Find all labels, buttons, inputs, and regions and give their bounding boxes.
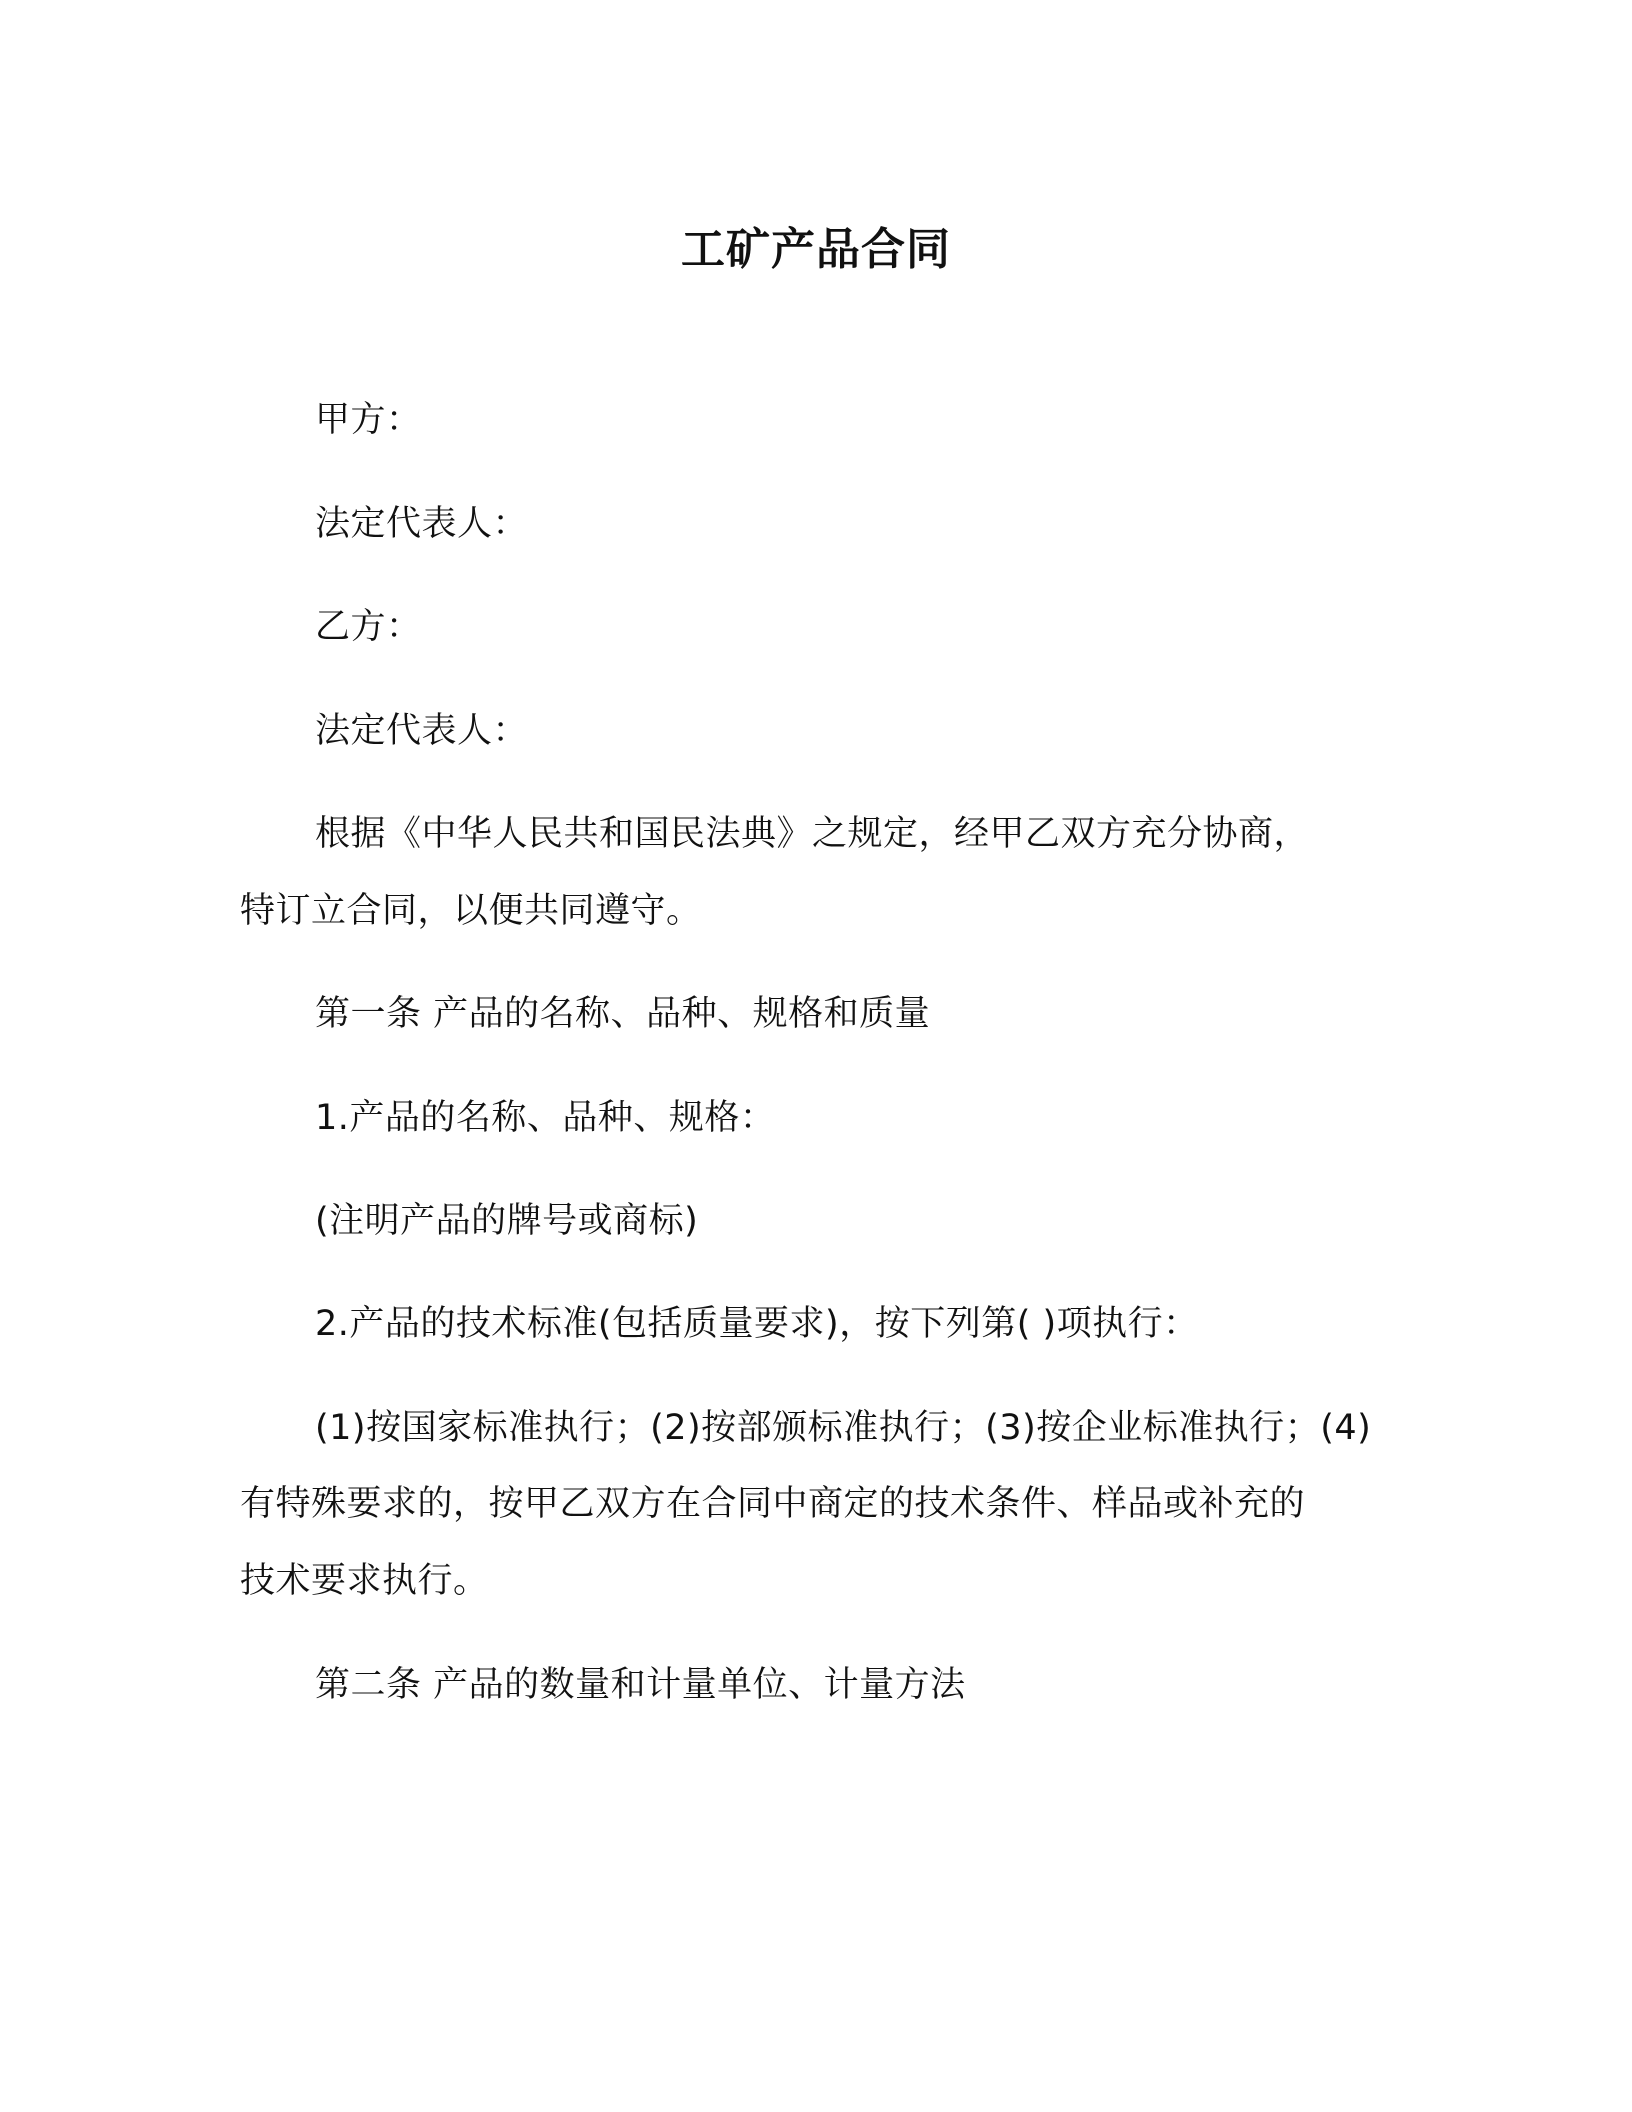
article-2-heading: 第二条 产品的数量和计量单位、计量方法: [315, 1665, 966, 1705]
preamble-line-2: 特订立合同，以便共同遵守。: [240, 891, 702, 931]
preamble-line-1: 根据《中华人民共和国民法典》之规定，经甲乙双方充分协商，: [315, 814, 1310, 854]
article-1-item-1-note: (注明产品的牌号或商标): [315, 1201, 699, 1241]
party-a-label: 甲方：: [315, 400, 422, 440]
article-1-options-line-2: 有特殊要求的，按甲乙双方在合同中商定的技术条件、样品或补充的: [240, 1484, 1306, 1524]
article-1-item-1: 1.产品的名称、品种、规格：: [315, 1098, 776, 1138]
party-a-representative-label: 法定代表人：: [315, 504, 529, 544]
article-1-heading: 第一条 产品的名称、品种、规格和质量: [315, 994, 931, 1034]
party-b-label: 乙方：: [315, 607, 422, 647]
article-1-options-line-3: 技术要求执行。: [240, 1561, 489, 1601]
article-1-options-line-1: (1)按国家标准执行；(2)按部颁标准执行；(3)按企业标准执行；(4): [315, 1408, 1372, 1448]
article-1-item-2: 2.产品的技术标准(包括质量要求)，按下列第( )项执行：: [315, 1304, 1199, 1344]
document-title: 工矿产品合同: [681, 224, 951, 275]
party-b-representative-label: 法定代表人：: [315, 711, 529, 751]
